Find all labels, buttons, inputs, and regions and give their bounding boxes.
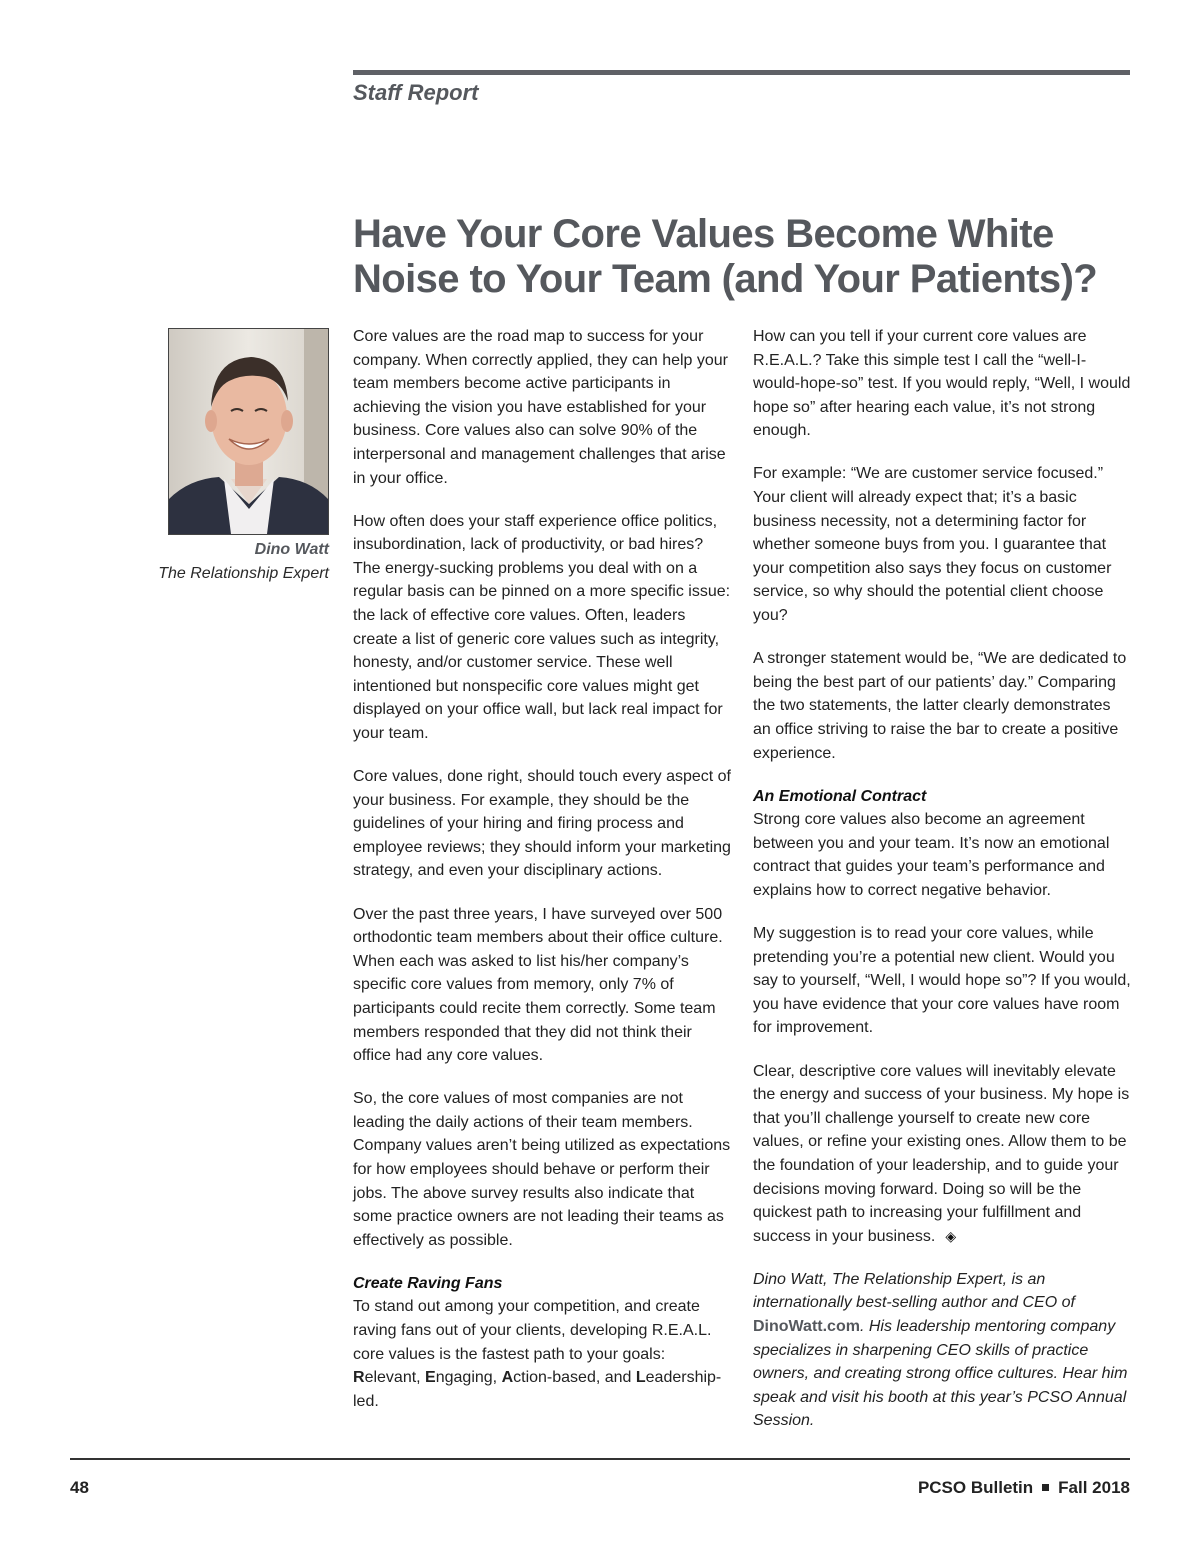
subheading-emotional-contract: An Emotional Contract xyxy=(753,787,927,805)
real-initial-a: A xyxy=(501,1369,514,1387)
paragraph: Strong core values also become an agreement between you and your team. It’s now an emotional contract that guides your team’s performance and explains how to correct negative behavior. xyxy=(753,811,1110,899)
paragraph-closing xyxy=(753,1060,1131,1249)
article-column-2 xyxy=(753,325,1131,1452)
article-title-line2: Noise to Your Team (and Your Patients)? xyxy=(353,257,1098,301)
paragraph-real xyxy=(353,1295,731,1413)
article-title xyxy=(353,212,1153,302)
real-initial-l: L xyxy=(635,1369,646,1387)
author-photo xyxy=(168,328,329,535)
publication-info xyxy=(918,1478,1130,1498)
author-name: Dino Watt xyxy=(254,541,329,558)
section-label: Staff Report xyxy=(353,80,479,105)
real-rest-r: elevant, xyxy=(364,1369,426,1387)
author-website-link[interactable]: DinoWatt.com xyxy=(753,1317,860,1335)
page-number: 48 xyxy=(70,1478,89,1497)
bio-text-pre: Dino Watt, The Relationship Expert, is an internationally best-selling author and CEO of xyxy=(753,1270,1075,1312)
paragraph: How can you tell if your current core values are R.E.A.L.? Take this simple test I call the “well-I-would-hope-so” test. If you would reply, “Well, I would hope so” after hearing each value, it’s not strong enough. xyxy=(753,328,1131,440)
paragraph: Core values, done right, should touch every aspect of your business. For example, they should be the guidelines of your hiring and firing process and employee reviews; they should inform your marketing strategy, and even your disciplinary actions. xyxy=(353,768,731,880)
real-intro: To stand out among your competition, and create raving fans out of your clients, developing R.E.A.L. core values is the fastest path to your goals: xyxy=(353,1298,712,1363)
separator-square-icon xyxy=(1042,1484,1049,1491)
paragraph: How often does your staff experience office politics, insubordination, lack of productivity, or bad hires? The energy-sucking problems you deal with on a regular basis can be pinned on a more specific issue: the lack of effective core values. Often, leaders create a list of generic core values such as integrity, honesty, and/or customer service. These well intentioned but nonspecific core values might get displayed on your office wall, but lack real impact for your team. xyxy=(353,512,731,742)
header-rule xyxy=(353,70,1130,75)
footer-rule xyxy=(70,1458,1130,1460)
article-column-1 xyxy=(353,325,731,1433)
author-bio xyxy=(753,1268,1131,1433)
subheading-raving-fans: Create Raving Fans xyxy=(353,1274,503,1292)
paragraph: A stronger statement would be, “We are dedicated to being the best part of our patients’ day.” Comparing the two statements, the latter clearly demonstrates an office striving to raise the bar to create a positive experience. xyxy=(753,650,1127,762)
real-rest-l: eadership-led. xyxy=(353,1369,722,1410)
real-rest-a: ction-based, and xyxy=(513,1369,636,1387)
issue-date: Fall 2018 xyxy=(1058,1478,1130,1497)
author-portrait-icon xyxy=(169,329,328,534)
real-rest-e: ngaging, xyxy=(435,1369,502,1387)
author-caption xyxy=(120,538,329,586)
paragraph: Core values are the road map to success for your company. When correctly applied, they can help your team members become active participants in achieving the vision you have established for your business. Core values also can solve 90% of the interpersonal and management challenges that arise in your office. xyxy=(353,328,729,487)
author-title: The Relationship Expert xyxy=(158,565,329,582)
article-title-line1: Have Your Core Values Become White xyxy=(353,212,1054,256)
closing-text: Clear, descriptive core values will inevitably elevate the energy and success of your business. My hope is that you’ll challenge yourself to create new core values, or refine your existing ones. Allow them to be the foundation of your leadership, and to guide your decisions moving forward. Doing so will be the quickest path to increasing your fulfillment and success in your business. xyxy=(753,1062,1130,1245)
paragraph: For example: “We are customer service focused.” Your client will already expect that; it’s a basic business necessity, not a determining factor for whether someone buys from you. I guarantee that your competition also says they focus on customer service, so why should the potential client choose you? xyxy=(753,465,1112,625)
end-of-article-icon: ◈ xyxy=(945,1227,957,1244)
bio-text-post: . His leadership mentoring company specializes in sharpening CEO skills of practice owners, and creating strong office cultures. Hear him speak and visit his booth at this year’s PCSO Annual Session. xyxy=(753,1317,1128,1430)
paragraph: My suggestion is to read your core values, while pretending you’re a potential new client. Would you say to yourself, “Well, I would hope so”? If you would, you have evidence that your core values have room for improvement. xyxy=(753,925,1131,1037)
paragraph: So, the core values of most companies are not leading the daily actions of their team members. Company values aren’t being utilized as expectations for how employees should behave or perform their jobs. The above survey results also indicate that some practice owners are not leading their teams as effectively as possible. xyxy=(353,1090,731,1249)
publication-name: PCSO Bulletin xyxy=(917,1478,1034,1497)
real-initial-r: R xyxy=(353,1369,365,1387)
paragraph: Over the past three years, I have surveyed over 500 orthodontic team members about their office culture. When each was asked to list his/her company’s specific core values from memory, only 7% of participants could recite them correctly. Some team members responded that they did not think their office had any core values. xyxy=(353,905,723,1065)
real-initial-e: E xyxy=(425,1369,436,1387)
